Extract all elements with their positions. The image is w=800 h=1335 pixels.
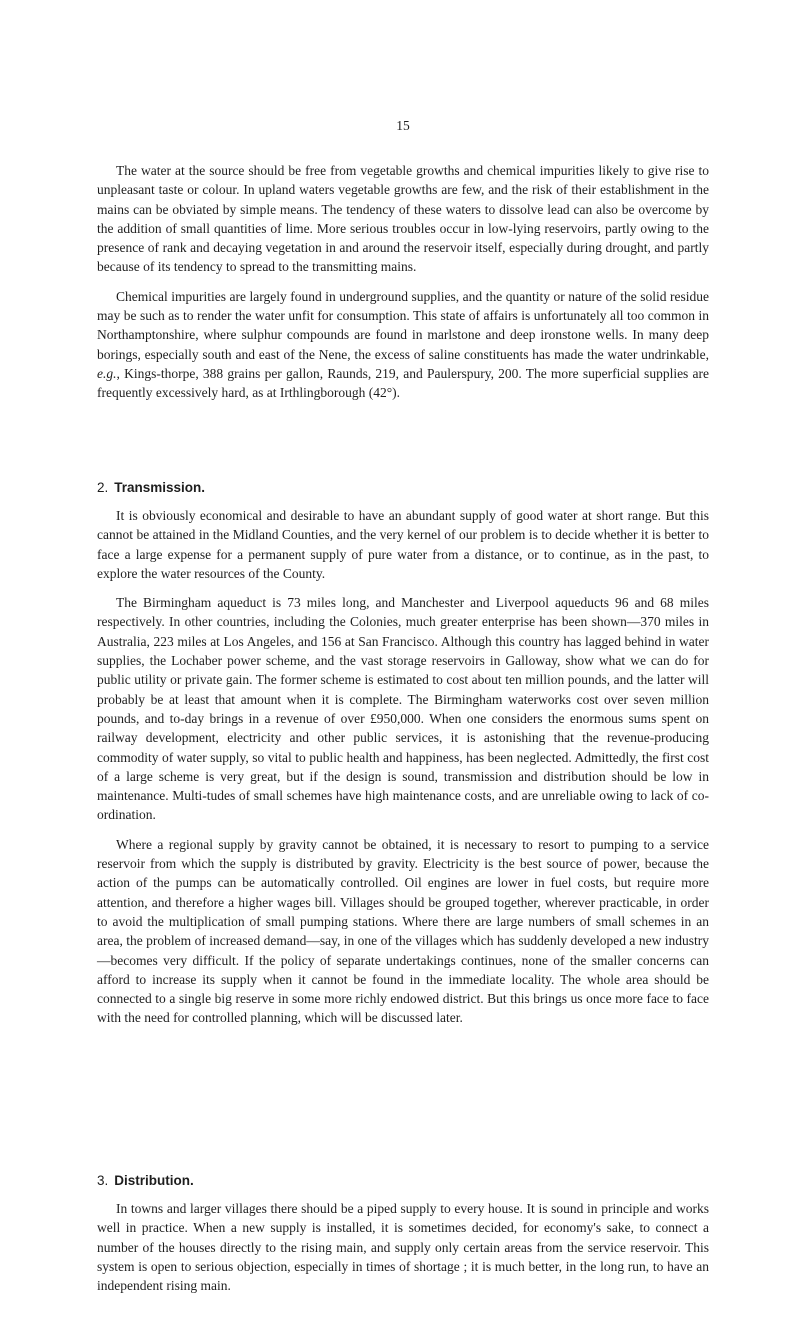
paragraph: Chemical impurities are largely found in underground supplies, and the quantity or nature of the solid residue may be such as to render the water unfit for consumption. This state of affairs is unfortunately all too common in Northamptonshire, where sulphur compounds are found in marlstone and deep ironstone wells. In many deep borings, especially south and east of the Nene, the excess of saline constituents has made the water undrinkable, e.g., Kings-thorpe, 388 grains per gallon, Raunds, 219, and Paulerspury, 200. The more superficial supplies are frequently excessively hard, as at Irthlingborough (42°). xyxy=(97,288,709,401)
section-number: 3. xyxy=(97,1173,109,1188)
paragraph: Where a regional supply by gravity cannot be obtained, it is necessary to resort to pumping to a service reservoir from which the supply is distributed by gravity. Electricity is the best source of power, because the action of the pumps can be automatically controlled. Oil engines are lower in fuel costs, but require more attention, and therefore a higher wages bill. Villages should be grouped together, wherever practicable, in order to avoid the multiplication of small pumping stations. Where there are large numbers of small schemes in an area, the problem of increased demand—say, in one of the villages which has suddenly developed a new industry—becomes very difficult. If the policy of separate undertakings continues, none of the smaller concerns can afford to increase its supply when it cannot be found in the immediate locality. The whole area should be connected to a single big reserve in some more richly endowed district. But this brings us once more face to face with the need for controlled planning, which will be discussed later. xyxy=(97,836,709,1026)
section-title: Transmission. xyxy=(114,480,206,495)
distribution-section xyxy=(97,1172,709,1295)
section-number: 2. xyxy=(97,480,109,495)
page-number: 15 xyxy=(396,118,410,133)
intro-section xyxy=(97,161,709,403)
paragraph: The Birmingham aqueduct is 73 miles long, and Manchester and Liverpool aqueducts 96 and 68 miles respectively. In other countries, including the Colonies, much greater enterprise has been shown—370 miles in Australia, 223 miles at Los Angeles, and 156 at San Francisco. Although this country has lagged behind in water supplies, the Lochaber power scheme, and the vast storage reservoirs in Galloway, show what we can do for public utility or private gain. The former scheme is estimated to cost about ten million pounds, and the latter will probably be at least that amount when it is complete. The Birmingham waterworks cost over seven million pounds, and to-day brings in a revenue of over £950,000. When one considers the enormous sums spent on railway development, electricity and other public services, it is astonishing that the revenue-producing commodity of water supply, so vital to public health and happiness, has been neglected. Admittedly, the first cost of a large scheme is very great, but if the design is sound, transmission and distribution should be low in maintenance. Multi-tudes of small schemes have high maintenance costs, and are unreliable owing to lack of co-ordination. xyxy=(97,595,709,823)
paragraph: In towns and larger villages there should be a piped supply to every house. It is sound in principle and works well in practice. When a new supply is installed, it is sometimes decided, for economy's sake, to connect a number of the houses directly to the rising main, and supply only certain areas from the service reservoir. This system is open to serious objection, especially in times of shortage ; it is much better, in the long run, to have an independent rising main. xyxy=(97,1201,709,1294)
paragraph: It is obviously economical and desirable to have an abundant supply of good water at short range. But this cannot be attained in the Midland Counties, and the very kernel of our problem is to decide whether it is better to face a large expense for a permanent supply of pure water from a distance, or to continue, as in the past, to explore the water resources of the County. xyxy=(97,508,709,581)
italic-abbreviation: e.g. xyxy=(97,365,117,381)
section-title: Distribution. xyxy=(114,1173,194,1188)
paragraph: The water at the source should be free from vegetable growths and chemical impurities likely to give rise to unpleasant taste or colour. In upland waters vegetable growths are few, and the risk of their establishment in the mains can be obviated by simple means. The tendency of these waters to dissolve lead can also be overcome by the addition of small quantities of lime. More serious troubles occur in low-lying reservoirs, partly owing to the presence of rank and decaying vegetation in and around the reservoir itself, especially during drought, and partly because of its tendency to spread to the transmitting mains. xyxy=(97,163,709,275)
section-heading xyxy=(97,1172,709,1190)
section-heading xyxy=(97,479,709,497)
transmission-section xyxy=(97,479,709,1028)
